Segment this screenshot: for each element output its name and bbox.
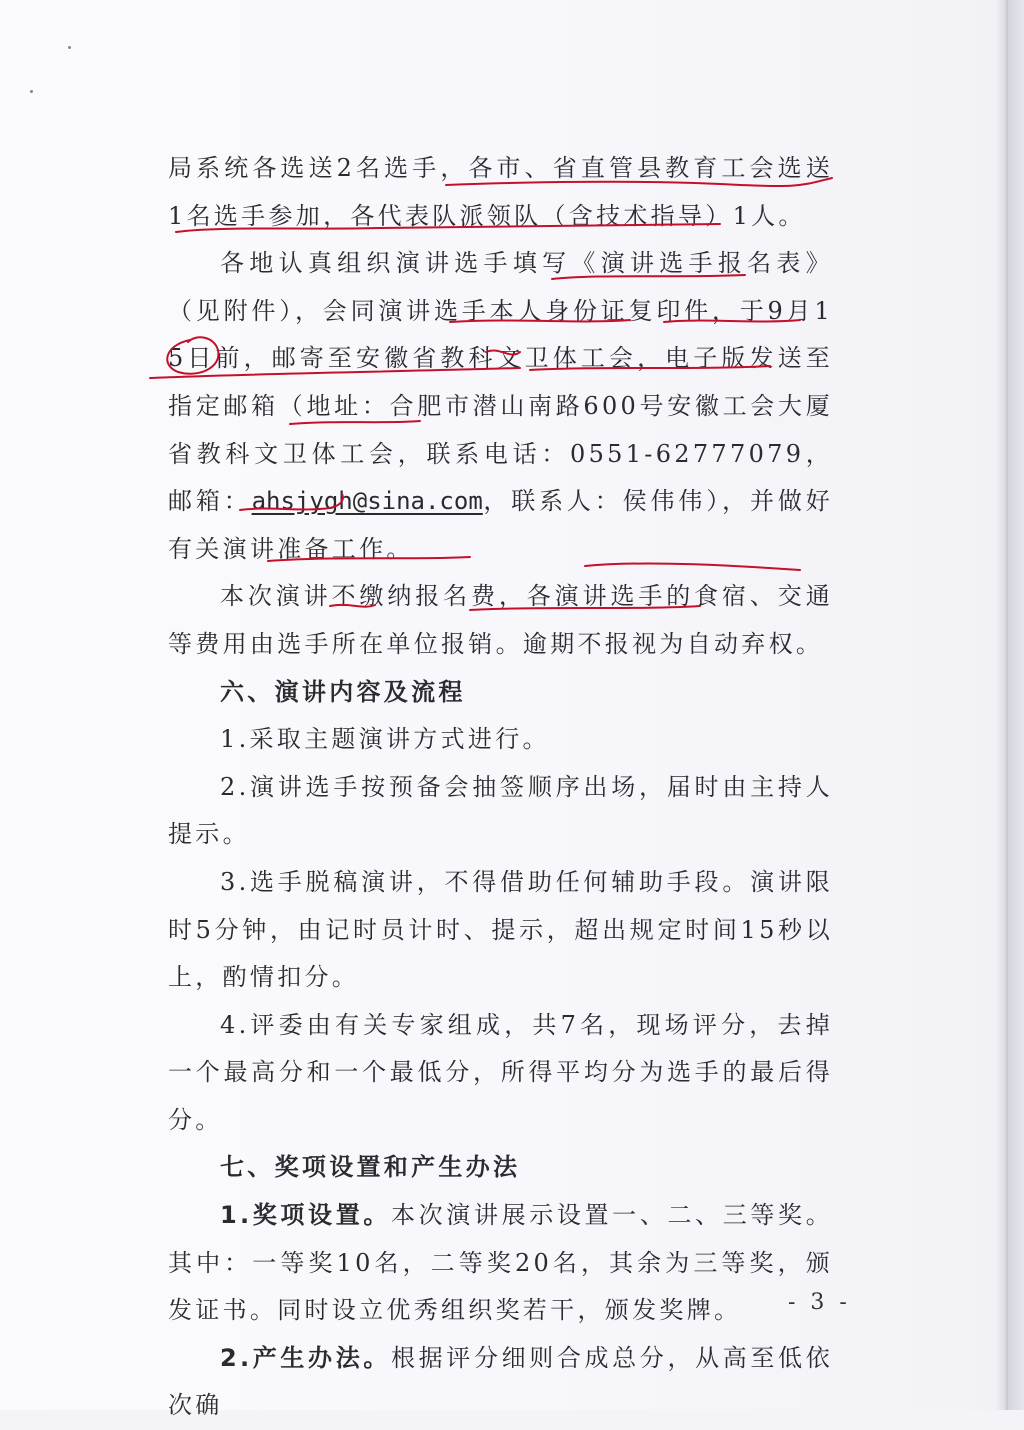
paragraph-text: 局系统各选送2名选手，各市、省直管县教育工会选送1名选手参加，各代表队派领队（含技术指导）1人。: [168, 154, 833, 230]
paragraph-participants: [168, 145, 833, 240]
scan-speck: [30, 90, 33, 93]
item-text: 本次演讲展示设置一、二、三等奖。其中：一等奖10名，二等奖20名，其余为三等奖，颁发证书。同时设立优秀组织奖若干，颁发奖牌。: [168, 1201, 833, 1325]
list-item-7-1: [168, 1192, 833, 1335]
paragraph-text: 本次演讲不缴纳报名费，各演讲选手的食宿、交通等费用由选手所在单位报销。逾期不报视为自动弃权。: [168, 582, 833, 658]
item-text: 根据评分细则合成总分，从高至低依次确: [168, 1343, 833, 1420]
document-body: [168, 145, 833, 1430]
list-item-6-1: 1.采取主题演讲方式进行。: [220, 725, 550, 754]
page-edge-shadow: [996, 0, 1024, 1410]
list-item-6-4: 4.评委由有关专家组成，共7名，现场评分，去掉一个最高分和一个最低分，所得平均分为选手的最后得分。: [168, 1010, 833, 1134]
list-item-7-2: [168, 1335, 833, 1430]
paragraph-text: 各地认真组织演讲选手填写《演讲选手报名表》（见附件），会同演讲选手本人身份证复印件，于9月15日前，邮寄至安徽省教科文卫体工会，电子版发送至指定邮箱（地址：合肥市潜山南路600号安徽工会大厦省教科文卫体工会，联系电话：0551-62777079，邮箱：: [168, 249, 833, 516]
paragraph-registration: [168, 240, 833, 573]
section-heading-7: 七、奖项设置和产生办法: [220, 1153, 521, 1182]
item-lead: 1.奖项设置。: [220, 1201, 391, 1230]
list-item-6-3: 3.选手脱稿演讲，不得借助任何辅助手段。演讲限时5分钟，由记时员计时、提示，超出规定时间15秒以上，酌情扣分。: [168, 867, 833, 992]
paragraph-text: ，联系人：侯伟伟），并做好有关演讲准备工作。: [168, 487, 833, 563]
scan-speck: [68, 46, 71, 49]
item-lead: 2.产生办法。: [220, 1343, 391, 1372]
list-item-6-2: 2.演讲选手按预备会抽签顺序出场，届时由主持人提示。: [168, 772, 833, 849]
section-heading-6: 六、演讲内容及流程: [220, 677, 466, 706]
email-address: ahsjygh@sina.com: [251, 487, 483, 516]
page-edge-line: [1006, 0, 1008, 1410]
page-number: - 3 -: [788, 1290, 851, 1315]
paragraph-fees: [168, 573, 833, 668]
